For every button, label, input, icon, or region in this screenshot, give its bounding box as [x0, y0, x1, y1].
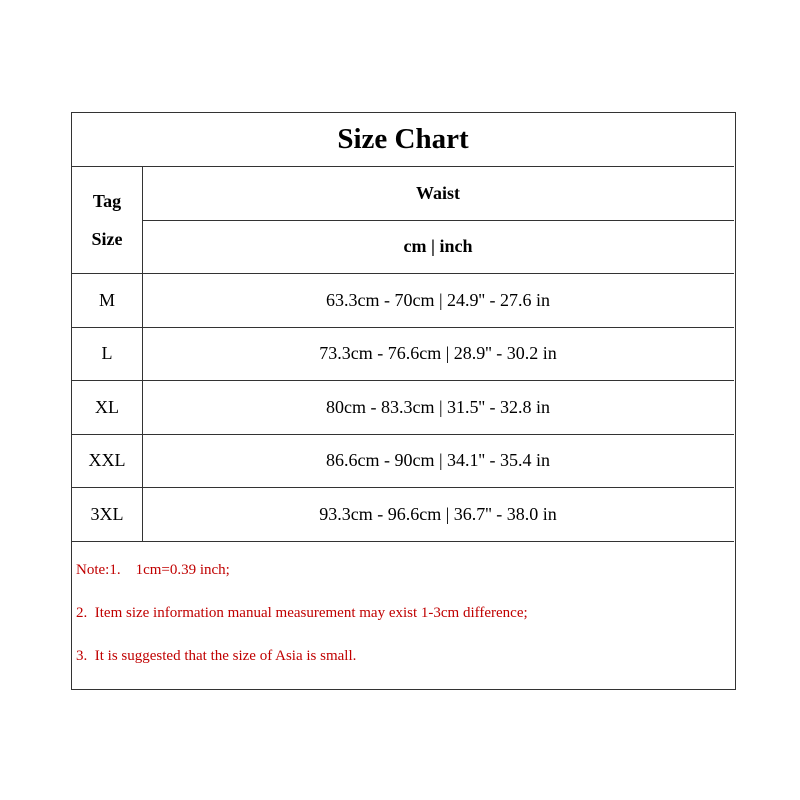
size-cell: L [101, 343, 113, 363]
tag-size-header [72, 166, 142, 273]
tag-size-header-line2: Size [91, 228, 123, 249]
waist-cell: 86.6cm - 90cm | 34.1'' - 35.4 in [325, 450, 551, 470]
waist-cell: 93.3cm - 96.6cm | 36.7'' - 38.0 in [319, 503, 557, 524]
size-cell: M [98, 289, 115, 310]
size-cell: 3XL [90, 503, 124, 524]
size-cell: XL [95, 396, 119, 417]
tag-size-header-line1: Tag [92, 190, 122, 211]
size-cell: XXL [88, 450, 126, 470]
note-line-3: 3. It is suggested that the size of Asia is small. [76, 648, 357, 664]
units-header: cm | inch [403, 236, 473, 256]
waist-header: Waist [415, 182, 460, 203]
note-line-2: 2. Item size information manual measurement may exist 1-3cm difference; [76, 605, 528, 621]
divider [72, 541, 734, 542]
waist-cell: 73.3cm - 76.6cm | 28.9'' - 30.2 in [319, 343, 557, 363]
size-chart-table [71, 112, 736, 690]
chart-title: Size Chart [337, 123, 469, 155]
waist-cell: 63.3cm - 70cm | 24.9'' - 27.6 in [325, 289, 551, 310]
waist-cell: 80cm - 83.3cm | 31.5'' - 32.8 in [325, 396, 551, 417]
note-line-1: Note:1. 1cm=0.39 inch; [76, 562, 230, 578]
